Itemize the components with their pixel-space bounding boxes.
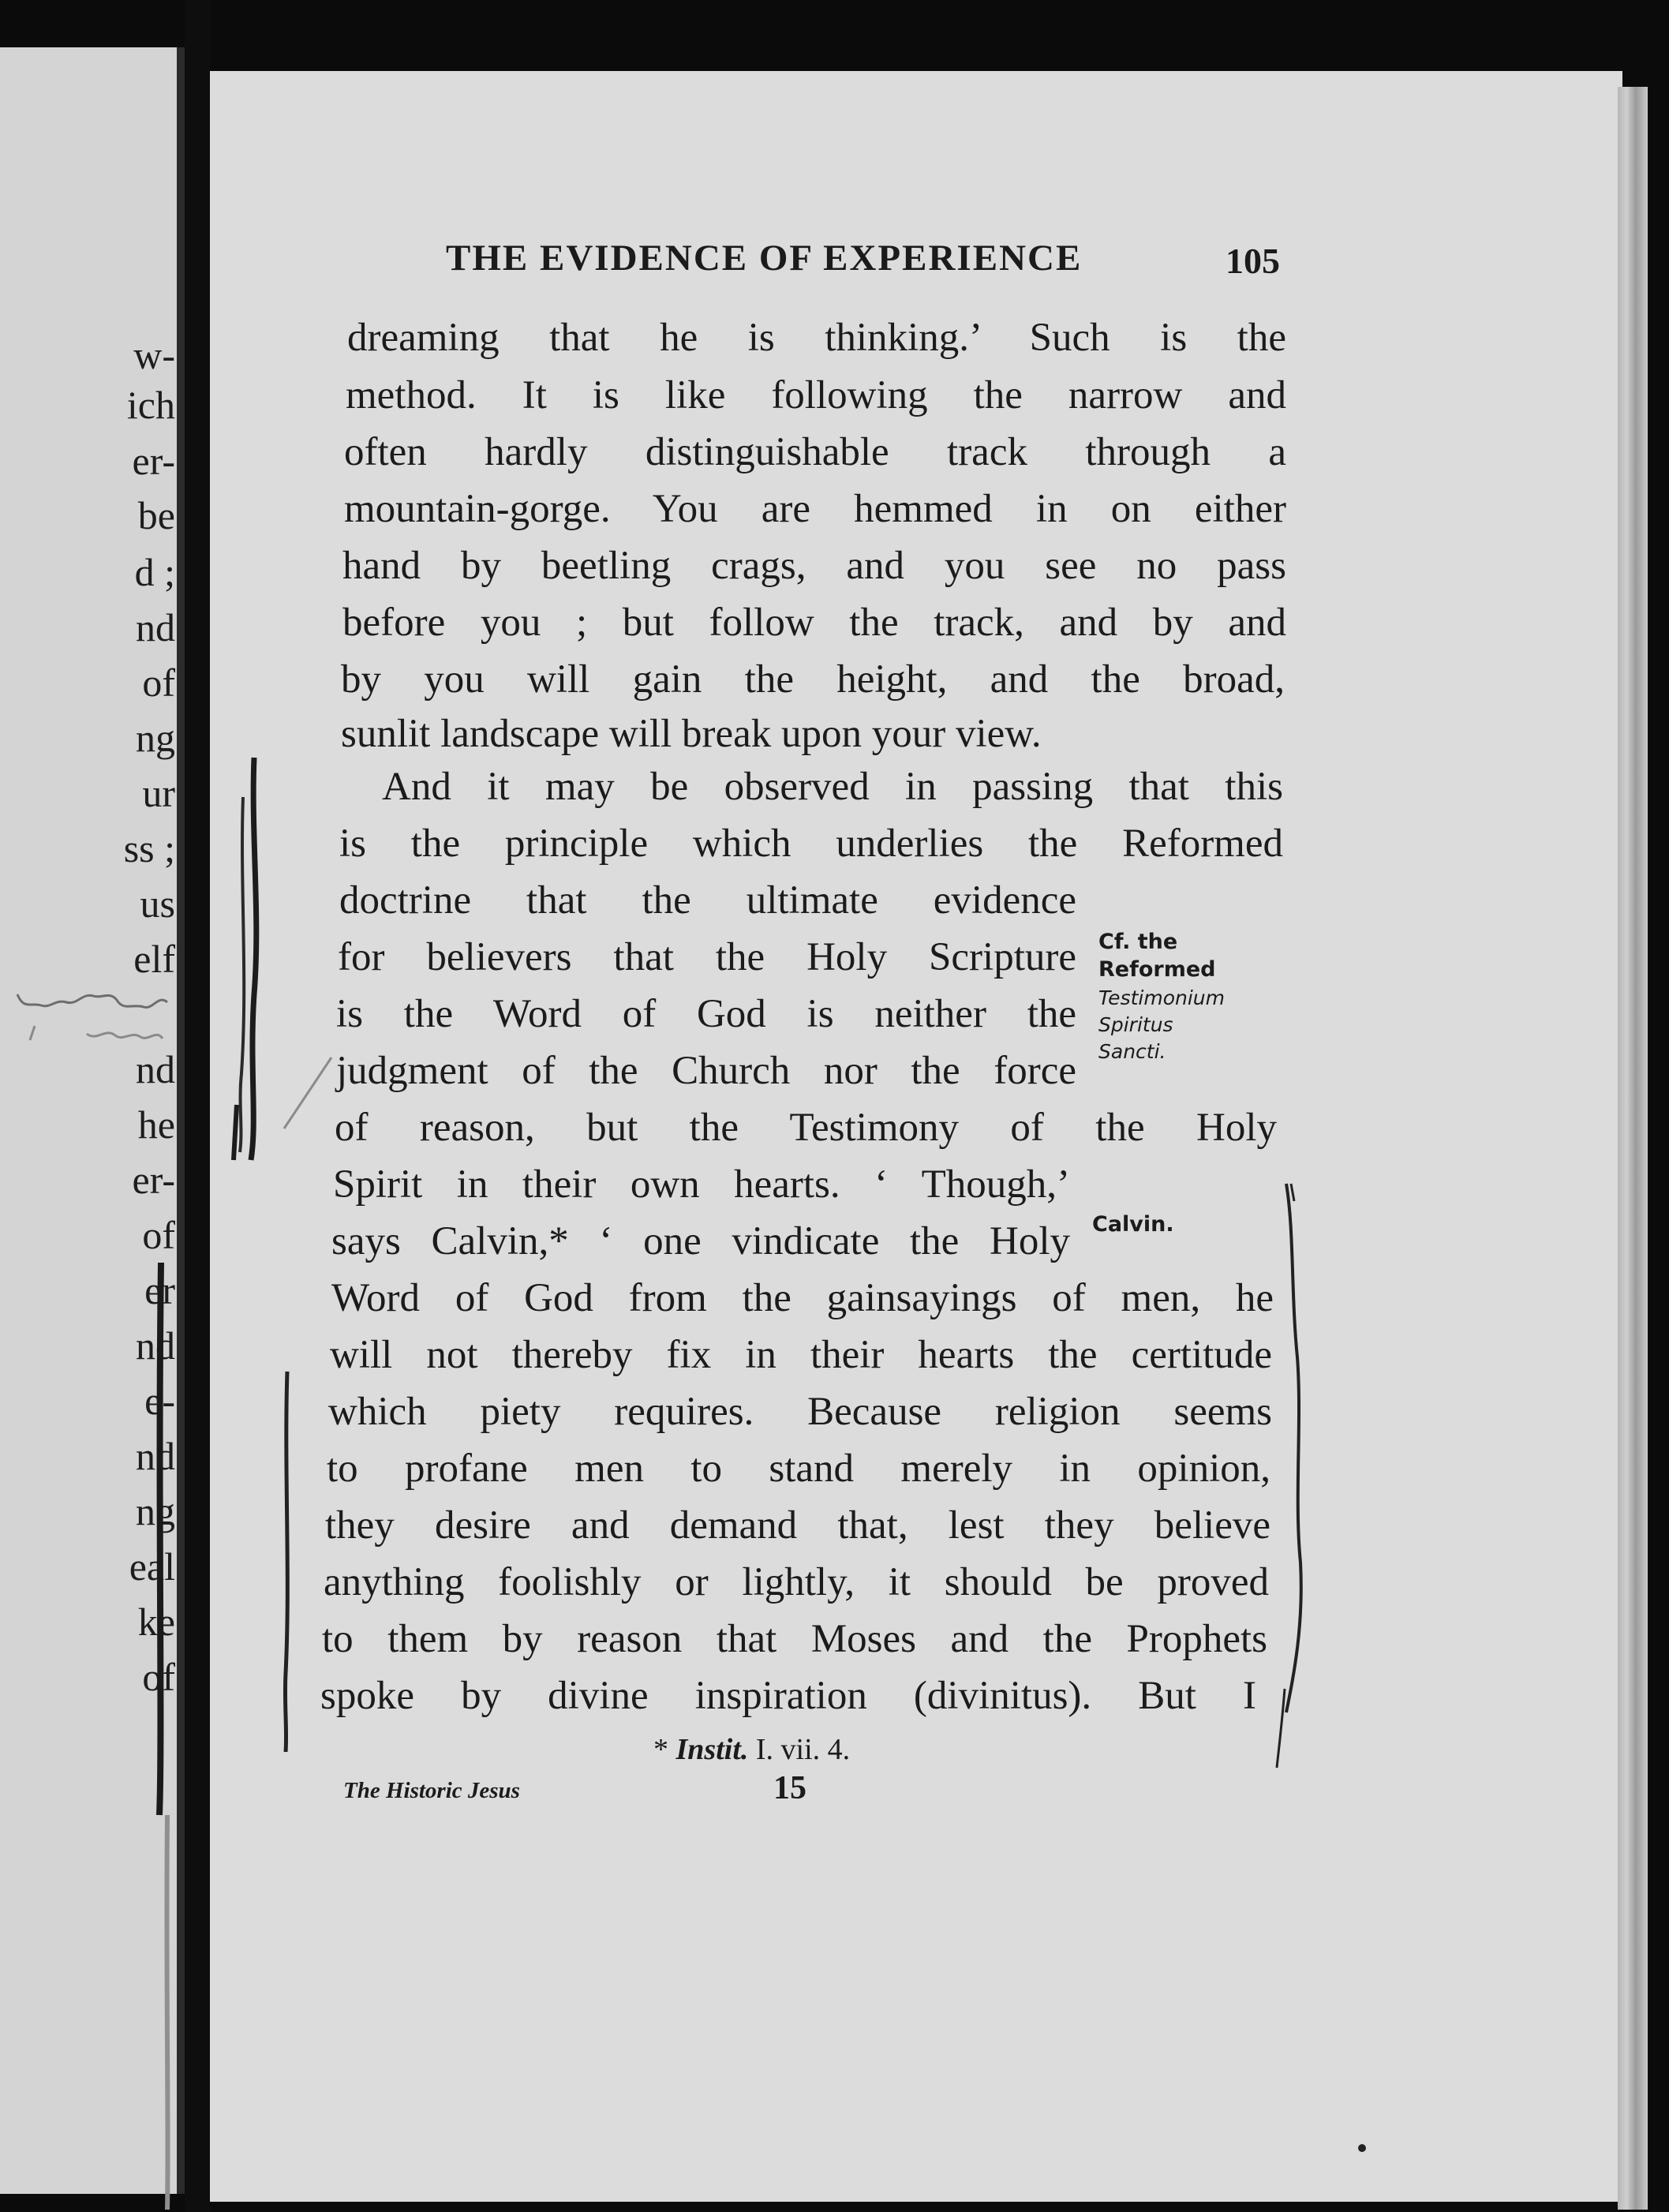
footnote-reference: I. vii. 4. (755, 1733, 851, 1766)
body-line: method. It is like following the narrow and (346, 373, 1286, 417)
margin-note: Reformed (1098, 957, 1216, 982)
left-page-fragment: be (137, 493, 175, 537)
left-page-fragment: us (140, 881, 175, 926)
left-page-fragment: of (142, 661, 175, 705)
page-stack-edge (1618, 87, 1648, 2210)
body-line: before you ; but follow the track, and by and (342, 601, 1286, 645)
body-line: to profane men to stand merely in opinion, (327, 1447, 1270, 1491)
body-line: Spirit in their own hearts. ‘ Though,’ (333, 1162, 1070, 1207)
left-page-fragment: nd (136, 605, 175, 649)
left-page-fragment: of (142, 1213, 175, 1257)
left-page-fragment: eal (129, 1544, 175, 1589)
left-page-fragment: ke (137, 1600, 175, 1644)
margin-note: Sancti. (1098, 1040, 1166, 1063)
body-line: by you will gain the height, and the broad, (341, 657, 1285, 702)
body-line: to them by reason that Moses and the Prophets (322, 1617, 1267, 1661)
body-line: is the Word of God is neither the (336, 992, 1076, 1036)
body-line: judgment of the Church nor the force (336, 1049, 1076, 1093)
body-line: is the principle which underlies the Reformed (339, 822, 1283, 866)
left-page-fragment: nd (136, 1323, 175, 1368)
body-line: spoke by divine inspiration (divinitus). But I (320, 1674, 1256, 1718)
footnote-title: Instit. (675, 1733, 749, 1766)
left-page-edge (177, 47, 185, 2194)
body-line: Word of God from the gainsayings of men, he (331, 1276, 1274, 1320)
left-page-fragment: ich (126, 383, 175, 427)
scan-border (1648, 0, 1669, 2212)
body-line: anything foolishly or lightly, it should be proved (324, 1560, 1269, 1604)
left-page-fragment: er- (132, 1158, 175, 1202)
body-line: which piety requires. Because religion seems (328, 1390, 1272, 1434)
body-line: of reason, but the Testimony of the Holy (335, 1106, 1277, 1150)
body-line: will not thereby fix in their hearts the certitude (330, 1333, 1272, 1377)
book-gutter (185, 0, 210, 2212)
left-page-fragment: ng (136, 1489, 175, 1533)
margin-note: Spiritus (1098, 1013, 1173, 1036)
left-page-fragment: nd (136, 1434, 175, 1478)
pencil-annotation-icon (0, 979, 181, 1097)
left-page-fragment: of (142, 1655, 175, 1699)
left-page-fragment: nd (136, 1047, 175, 1091)
footnote (653, 1732, 850, 1767)
previous-page-strip (0, 47, 183, 2194)
left-page-fragment: er- (132, 439, 175, 483)
body-line: often hardly distinguishable track through a (344, 430, 1286, 474)
left-page-fragment: d ; (134, 550, 175, 594)
left-page-fragment: ss ; (123, 826, 175, 870)
left-page-fragment: er (144, 1268, 175, 1312)
body-line: says Calvin,* ‘ one vindicate the Holy (331, 1219, 1070, 1263)
left-page-fragment: w- (133, 333, 175, 377)
body-line: And it may be observed in passing that this (382, 765, 1283, 809)
body-line: mountain-gorge. You are hemmed in on either (344, 487, 1286, 531)
signature-title: The Historic Jesus (343, 1778, 520, 1803)
left-page-fragment: elf (133, 937, 175, 981)
margin-note: Cf. the (1098, 930, 1178, 954)
left-page-fragment: e- (144, 1379, 175, 1423)
body-line: for believers that the Holy Scripture (338, 935, 1076, 979)
footnote-marker: * (653, 1733, 668, 1766)
body-line: they desire and demand that, lest they believe (325, 1503, 1270, 1548)
page-number: 105 (1226, 241, 1280, 281)
left-page-fragment: ur (142, 771, 175, 815)
body-line: hand by beetling crags, and you see no pass (342, 544, 1286, 588)
left-page-fragment: he (137, 1102, 175, 1147)
running-head: THE EVIDENCE OF EXPERIENCE (446, 238, 1083, 279)
body-line: sunlit landscape will break upon your view. (341, 712, 1042, 756)
body-line: dreaming that he is thinking.’ Such is the (347, 316, 1286, 360)
signature-number: 15 (773, 1770, 806, 1806)
margin-note: Testimonium (1098, 986, 1225, 1009)
body-line: doctrine that the ultimate evidence (339, 878, 1076, 923)
margin-note: Calvin. (1092, 1212, 1174, 1237)
left-page-fragment: ng (136, 716, 175, 760)
